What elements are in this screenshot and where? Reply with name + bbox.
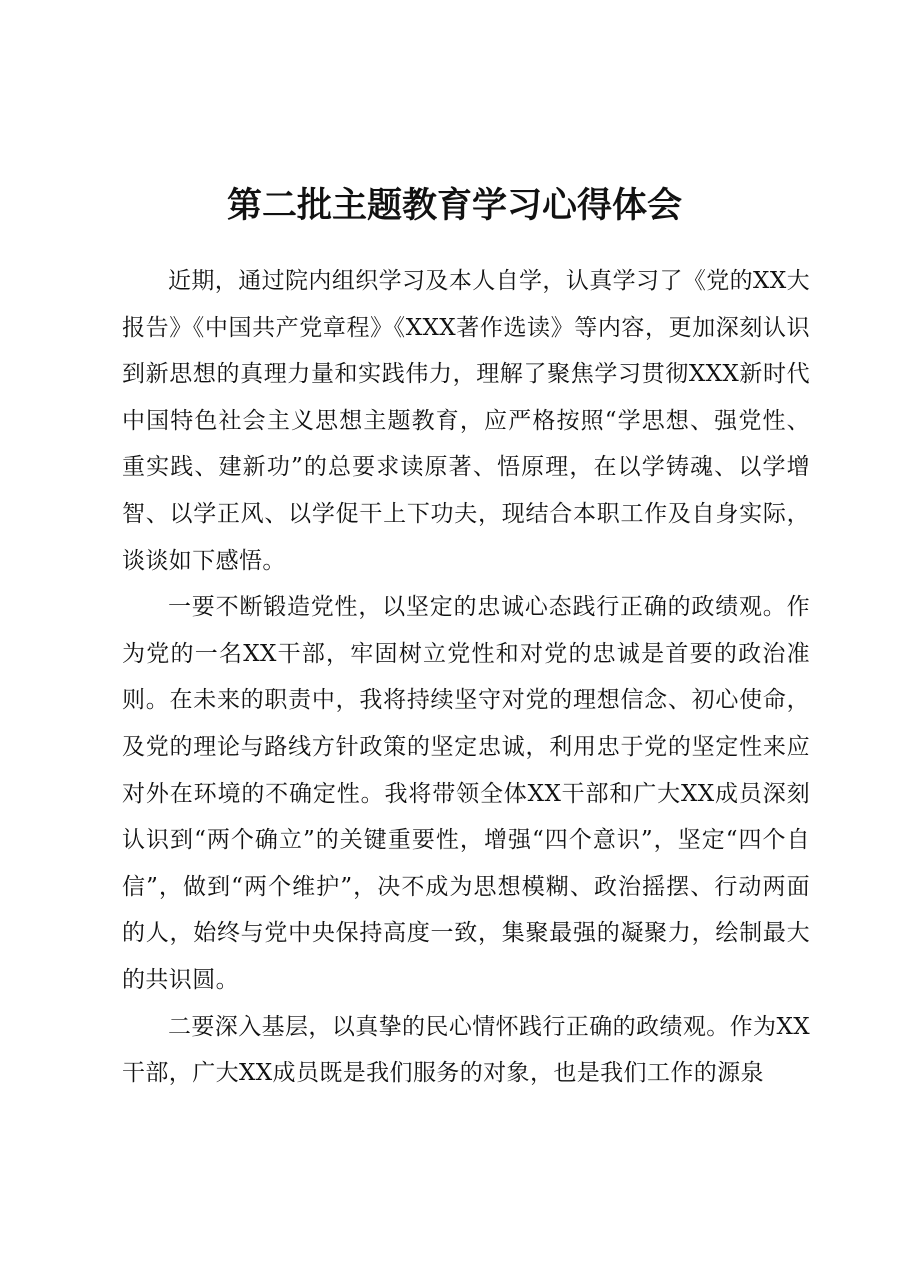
paragraph-point-one: 一要不断锻造党性，以坚定的忠诚心态践行正确的政绩观。作为党的一名XX干部，牢固树立党性和对党的忠诚是首要的政治准则。在未来的职责中，我将持续坚守对党的理想信念、初心使命，及党的理论与路线方针政策的坚定忠诚，利用忠于党的坚定性来应对外在环境的不确定性。我将带领全体XX干部和广大XX成员深刻认识到“两个确立”的关键重要性，增强“四个意识”，坚定“四个自信”，做到“两个维护”，决不成为思想模糊、政治摇摆、行动两面的人，始终与党中央保持高度一致，集聚最强的凝聚力，绘制最大的共识圆。 <box>122 594 810 993</box>
paragraph-intro: 近期，通过院内组织学习及本人自学，认真学习了《党的XX大报告》《中国共产党章程》《XXX著作选读》等内容，更加深刻认识到新思想的真理力量和实践伟力，理解了聚焦学习贯彻XXX新时代中国特色社会主义思想主题教育，应严格按照“学思想、强党性、重实践、建新功”的总要求读原著、悟原理，在以学铸魂、以学增智、以学正风、以学促干上下功夫，现结合本职工作及自身实际，谈谈如下感悟。 <box>122 268 810 574</box>
document-title: 第二批主题教育学习心得体会 <box>226 185 682 226</box>
document-body <box>122 258 810 1097</box>
paragraph-point-two: 二要深入基层，以真挚的民心情怀践行正确的政绩观。作为XX干部，广大XX成员既是我们服务的对象，也是我们工作的源泉 <box>122 1013 810 1087</box>
